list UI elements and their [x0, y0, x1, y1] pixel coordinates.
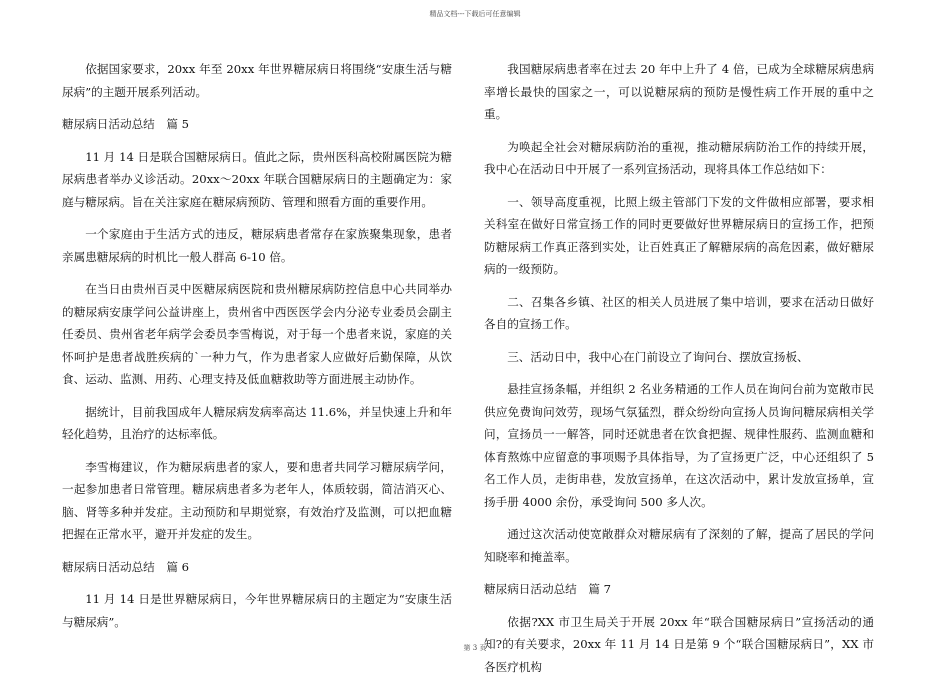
- right-column: [484, 58, 874, 688]
- paragraph: 我国糖尿病患者率在过去 20 年中上升了 4 倍，已成为全球糖尿病患病率增长最快的国家之一，可以说糖尿病的预防是慢性病工作开展的重中之重。: [484, 62, 874, 121]
- paragraph: 一、领导高度重视，比照上级主管部门下发的文件做相应部署，要求相关科室在做好日常宣扬工作的同时更要做好世界糖尿病日的宣扬工作，把预防糖尿病工作真正落到实处，让百姓真正了解糖尿病的高危因素，做好糖尿病的一级预防。: [484, 194, 874, 276]
- paragraph: 11 月 14 日是联合国糖尿病日。值此之际，贵州医科高校附属医院为糖尿病患者举办义诊活动。20xx～20xx 年联合国糖尿病日的主题确定为：家庭与糖尿病。旨在关注家庭在糖尿病预防、管理和照看方面的重要作用。: [62, 149, 452, 209]
- page-header: 精品文档---下载后可任意编辑: [429, 10, 521, 18]
- paragraph: 一个家庭由于生活方式的违反，糖尿病患者常存在家族聚集现象，患者亲属患糖尿病的时机比一般人群高 6-10 倍。: [62, 227, 452, 264]
- paragraph: 依据?XX 市卫生局关于开展 20xx 年“联合国糖尿病日”宣扬活动的通知?的有关要求，20xx 年 11 月 14 日是第 9 个“联合国糖尿病日”，XX 市各医疗机构: [484, 614, 874, 674]
- paragraph: 11 月 14 日是世界糖尿病日，今年世界糖尿病日的主题定为“安康生活与糖尿病”。: [62, 592, 452, 629]
- paragraph: 三、活动日中，我中心在门前设立了询问台、摆放宣扬板、: [507, 349, 809, 364]
- paragraph: 在当日由贵州百灵中医糖尿病医院和贵州糖尿病防控信息中心共同举办的糖尿病安康学问公益讲座上，贵州省中西医医学会内分泌专业委员会副主任委员、贵州省老年病学会委员李雪梅说，对于每一个患者来说，家庭的关怀呵护是患者战胜疾病的`一种力气，作为患者家人应做好后勤保障，从饮食、运动、监测、用药、心理支持及低血糖救助等方面进展主动协作。: [62, 282, 452, 386]
- paragraph: 二、召集各乡镇、社区的相关人员进展了集中培训，要求在活动日做好各自的宣扬工作。: [484, 294, 874, 331]
- paragraph: 据统计，目前我国成年人糖尿病发病率高达 11.6%，并呈快速上升和年轻化趋势，且治疗的达标率低。: [62, 404, 452, 441]
- section-heading: 糖尿病日活动总结 篇 7: [484, 582, 611, 596]
- section-heading: 糖尿病日活动总结 篇 6: [62, 559, 189, 574]
- left-column: [62, 58, 452, 643]
- paragraph: 悬挂宣扬条幅，并组织 2 名业务精通的工作人员在询问台前为宽敞市民供应免费询问效劳，现场气氛猛烈，群众纷纷向宣扬人员询问糖尿病相关学问，宣扬员一一解答，同时还就患者在饮食把握、规律性服药、监测血糖和体育熬炼中应留意的事项赐予具体指导，为了宣扬更广泛，中心还组织了 5 名工作人员，走街串巷，发放宣扬单，在这次活动中，累计发放宣扬单，宣扬手册 4000 余份，承受询问 500 多人次。: [484, 382, 874, 509]
- paragraph: 依据国家要求，20xx 年至 20xx 年世界糖尿病日将围绕“安康生活与糖尿病”的主题开展系列活动。: [62, 62, 452, 99]
- page-footer: 第 3 页: [463, 644, 487, 652]
- paragraph: 为唤起全社会对糖尿病防治的重视，推动糖尿病防治工作的持续开展，我中心在活动日中开展了一系列宣扬活动，现将具体工作总结如下：: [484, 139, 874, 176]
- paragraph: 李雪梅建议，作为糖尿病患者的家人，要和患者共同学习糖尿病学问，一起参加患者日常管理。糖尿病患者多为老年人，体质较弱，简洁消灭心、脑、肾等多种并发症。主动预防和早期觉察，有效治疗及监测，可以把血糖把握在正常水平，避开并发症的发生。: [62, 459, 452, 541]
- paragraph: 通过这次活动使宽敞群众对糖尿病有了深刻的了解，提高了居民的学问知晓率和掩盖率。: [484, 527, 874, 564]
- section-heading: 糖尿病日活动总结 篇 5: [62, 117, 189, 131]
